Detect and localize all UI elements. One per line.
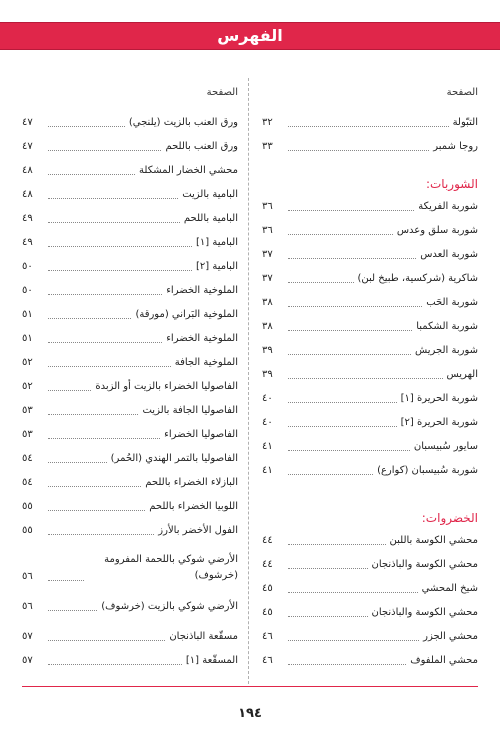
leader-dots (288, 306, 422, 307)
entry-title: شوربة الشكمبا (416, 321, 478, 332)
leader-dots (48, 294, 162, 295)
leader-dots (288, 640, 419, 641)
leader-dots (48, 222, 180, 223)
index-entry (262, 388, 478, 406)
entry-page: ٥٦ (22, 601, 33, 612)
entry-title: شوربة الفريكة (418, 201, 478, 212)
leader-dots (288, 258, 416, 259)
entry-title: شوربة سلق وعدس (396, 225, 478, 236)
entry-page: ٤٧ (22, 117, 33, 128)
entry-page: ٤٧ (22, 141, 33, 152)
index-entry (262, 316, 478, 334)
leader-dots (48, 580, 84, 581)
leader-dots (48, 366, 171, 367)
index-entry (262, 412, 478, 430)
entry-page: ٥٧ (22, 655, 33, 666)
entry-title: شوربة العدس (420, 249, 478, 260)
index-entry (262, 136, 478, 154)
entry-page: ٥٢ (22, 381, 33, 392)
index-entry (22, 208, 238, 226)
entry-page: ٣٨ (262, 297, 273, 308)
entry-title: الملوخية الخضراء (166, 285, 238, 296)
leader-dots (288, 234, 393, 235)
entry-title: الأرضي شوكي باللحمة المفرومة (خرشوف) (104, 554, 238, 581)
entry-title: مسقّعة الباذنجان (169, 631, 238, 642)
index-entry (22, 400, 238, 418)
entry-page: ٤٠ (262, 417, 273, 428)
leader-dots (288, 474, 373, 475)
entry-title: شوربة الحريرة [٢] (400, 417, 478, 428)
index-entry (22, 650, 238, 668)
index-entry (262, 650, 478, 668)
leader-dots (48, 510, 145, 511)
leader-dots (48, 534, 154, 535)
entry-page: ٣٩ (262, 345, 273, 356)
entry-page: ٥٢ (22, 357, 33, 368)
index-entry (22, 472, 238, 490)
entry-title: اللوبيا الخضراء باللحم (149, 501, 238, 512)
index-entry (22, 376, 238, 394)
leader-dots (288, 330, 412, 331)
leader-dots (48, 198, 178, 199)
leader-dots (288, 378, 443, 379)
index-entry (262, 626, 478, 644)
leader-dots (48, 414, 138, 415)
leader-dots (48, 640, 165, 641)
index-entry (262, 530, 478, 548)
entry-page: ٤٠ (262, 393, 273, 404)
leader-dots (48, 318, 131, 319)
entry-page: ٤٥ (262, 607, 273, 618)
entry-title: شيخ المحشي (421, 583, 478, 594)
page-title: الفهرس (217, 26, 283, 45)
index-column-left (22, 86, 238, 700)
header-banner (0, 22, 500, 50)
leader-dots (288, 426, 397, 427)
leader-dots (288, 150, 429, 151)
entry-title: البامية [٢] (196, 261, 238, 272)
column-divider (248, 78, 249, 684)
leader-dots (48, 246, 192, 247)
entry-title: الملوخية الجافة (174, 357, 238, 368)
page-number: ١٩٤ (238, 706, 262, 721)
entry-page: ٣٨ (262, 321, 273, 332)
leader-dots (48, 462, 107, 463)
index-entry (22, 550, 238, 584)
entry-title: الفاصوليا الخضراء بالزيت أو الزبدة (95, 381, 238, 392)
entry-page: ٥٣ (22, 429, 33, 440)
entry-title: الهريس (446, 369, 478, 380)
entry-page: ٣٦ (262, 201, 273, 212)
leader-dots (48, 126, 125, 127)
entry-title: الفاصوليا الجافة بالزيت (142, 405, 238, 416)
entry-page: ٤١ (262, 441, 273, 452)
index-entry (22, 496, 238, 514)
entry-page: ٤٦ (262, 655, 273, 666)
entry-title: شوربة الحريرة [١] (400, 393, 478, 404)
leader-dots (288, 592, 418, 593)
index-entry (262, 196, 478, 214)
index-entry (22, 232, 238, 250)
index-entry (262, 460, 478, 478)
leader-dots (288, 664, 406, 665)
entry-title: البازلاء الخضراء باللحم (145, 477, 238, 488)
entry-title: ورق العنب باللحم (165, 141, 238, 152)
index-entry (22, 424, 238, 442)
bottom-rule (22, 686, 478, 687)
entry-title: الملوخية الخضراء (166, 333, 238, 344)
entry-page: ٤٩ (22, 213, 33, 224)
entry-page: ٤٦ (262, 631, 273, 642)
entry-title: البامية [١] (196, 237, 238, 248)
section-header-vegetables: الخضروات: (421, 511, 478, 525)
entry-title: محشي الكوسة والباذنجان (371, 607, 478, 618)
entry-title: البامية بالزيت (182, 189, 238, 200)
entry-title: ورق العنب بالزيت (يلنجي) (128, 117, 238, 128)
index-entry (22, 136, 238, 154)
entry-title: البامية باللحم (183, 213, 238, 224)
entry-page: ٤٥ (262, 583, 273, 594)
leader-dots (48, 270, 192, 271)
index-entry (22, 328, 238, 346)
entry-page: ٥٠ (22, 261, 33, 272)
entry-title: المسقّعة [١] (185, 655, 238, 666)
leader-dots (48, 390, 91, 391)
entry-page: ٥٥ (22, 525, 33, 536)
entry-page: ٣٧ (262, 249, 273, 260)
entry-title: الفاصوليا الخضراء (164, 429, 238, 440)
entry-title: سايور سُبيسبان (413, 441, 478, 452)
entry-title: شوربة سُبيسبان (كوارع) (377, 465, 478, 476)
section-header-soups: الشوربات: (425, 177, 478, 191)
leader-dots (48, 664, 182, 665)
leader-dots (288, 282, 354, 283)
leader-dots (48, 610, 97, 611)
entry-page: ٤٩ (22, 237, 33, 248)
entry-title: محشي الملفوف (410, 655, 478, 666)
index-entry (22, 304, 238, 322)
entry-title: الملوخية البَراني (مورقة) (135, 309, 238, 320)
leader-dots (288, 568, 368, 569)
index-entry (262, 364, 478, 382)
leader-dots (48, 342, 162, 343)
index-entry (262, 602, 478, 620)
index-entry (22, 626, 238, 644)
entry-page: ٣٣ (262, 141, 273, 152)
leader-dots (48, 174, 135, 175)
index-entry (22, 352, 238, 370)
entry-page: ٥٧ (22, 631, 33, 642)
leader-dots (288, 544, 386, 545)
entry-page: ٣٧ (262, 273, 273, 284)
index-entry (262, 578, 478, 596)
entry-title: محشي الخضار المشكلة (139, 165, 238, 176)
entry-page: ٥٣ (22, 405, 33, 416)
index-entry (22, 448, 238, 466)
index-entry (22, 520, 238, 538)
entry-title: شوربة الحَب (426, 297, 478, 308)
index-column-right (262, 86, 478, 700)
index-entry (262, 340, 478, 358)
entry-page: ٥١ (22, 333, 33, 344)
index-entry (22, 112, 238, 130)
index-entry (262, 554, 478, 572)
index-entry (262, 112, 478, 130)
leader-dots (288, 450, 410, 451)
entry-page: ٥٦ (22, 571, 33, 582)
entry-page: ٥١ (22, 309, 33, 320)
entry-title: الفاصوليا بالتمر الهندي (الحُمر) (110, 453, 238, 464)
index-entry (22, 160, 238, 178)
entry-title: الفول الأخضر بالأرز (158, 525, 238, 536)
entry-page: ٤٤ (262, 559, 273, 570)
entry-title: التبّولة (452, 117, 478, 128)
leader-dots (48, 150, 161, 151)
index-entry (262, 268, 478, 286)
entry-title: شوربة الجريش (414, 345, 478, 356)
page-column-label: الصفحة (206, 87, 238, 98)
entry-page: ٤١ (262, 465, 273, 476)
entry-page: ٤٨ (22, 189, 33, 200)
index-entry (22, 184, 238, 202)
entry-title: الأرضي شوكي بالزيت (خرشوف) (101, 601, 238, 612)
leader-dots (288, 210, 414, 211)
leader-dots (288, 402, 397, 403)
leader-dots (48, 486, 141, 487)
leader-dots (288, 126, 449, 127)
index-entry (22, 256, 238, 274)
entry-title: محشي الكوسة والباذنجان (371, 559, 478, 570)
entry-page: ٤٤ (262, 535, 273, 546)
entry-page: ٥٤ (22, 477, 33, 488)
entry-title: شاكرية (شركسية، طبيخ لبن) (357, 273, 478, 284)
leader-dots (288, 616, 368, 617)
index-entry (22, 596, 238, 614)
entry-page: ٣٩ (262, 369, 273, 380)
leader-dots (288, 354, 411, 355)
entry-page: ٣٢ (262, 117, 273, 128)
index-entry (262, 292, 478, 310)
entry-page: ٥٠ (22, 285, 33, 296)
entry-page: ٤٨ (22, 165, 33, 176)
entry-title: روجا شمبر (433, 141, 478, 152)
index-entry (262, 436, 478, 454)
entry-page: ٣٦ (262, 225, 273, 236)
entry-title: محشي الكوسة باللبن (389, 535, 478, 546)
leader-dots (48, 438, 160, 439)
entry-title: محشي الجزر (423, 631, 478, 642)
entry-page: ٥٤ (22, 453, 33, 464)
entry-page: ٥٥ (22, 501, 33, 512)
index-entry (262, 244, 478, 262)
page-column-label: الصفحة (446, 87, 478, 98)
index-entry (22, 280, 238, 298)
index-entry (262, 220, 478, 238)
